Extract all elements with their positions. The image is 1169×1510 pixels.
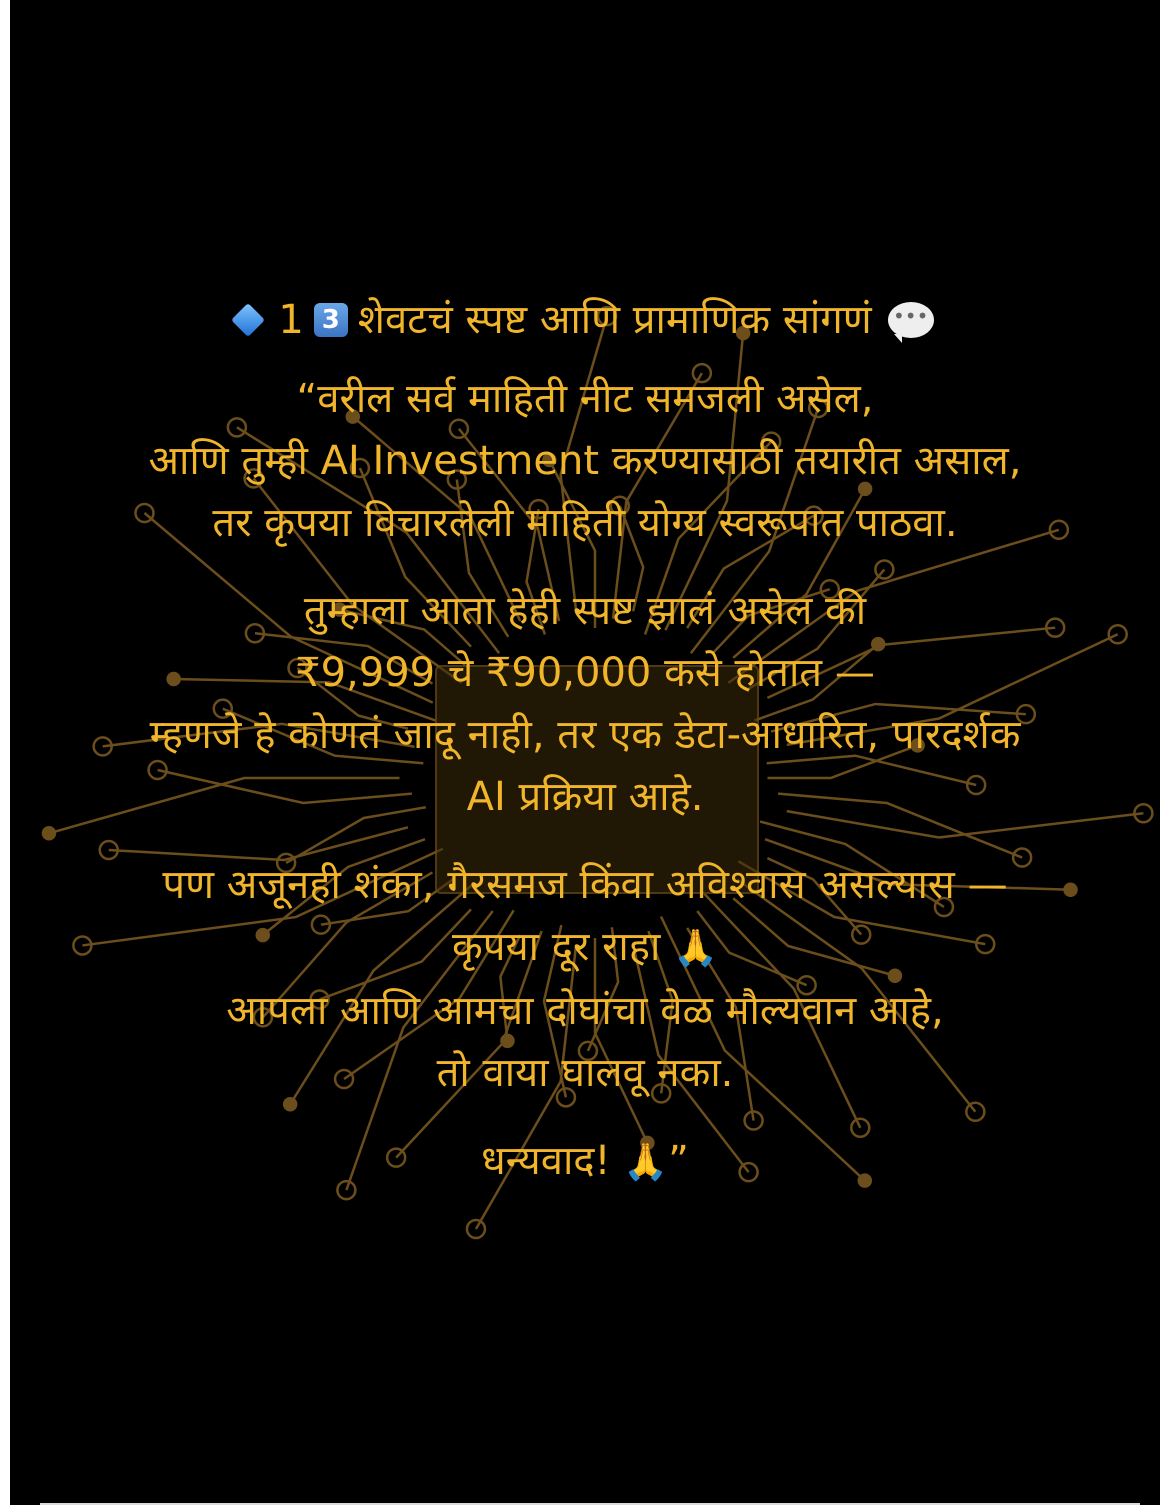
folded-hands-icon: 🙏 — [623, 1142, 669, 1183]
speech-bubble-icon: ••• — [888, 302, 934, 338]
paragraph-4 — [10, 1130, 1160, 1194]
paragraph-1 — [10, 368, 1160, 554]
page-margin — [1160, 0, 1169, 1510]
text-line: “वरील सर्व माहिती नीट समजली असेल, — [296, 376, 874, 422]
text-line: आणि तुम्ही AI Investment करण्यासाठी तयारीत असाल, — [148, 438, 1022, 484]
heading-number: 1 — [278, 297, 304, 343]
text-line: कृपया दूर राहा — [452, 924, 661, 970]
text-line: तुम्हाला आता हेही स्पष्ट झालं असेल की — [303, 588, 867, 634]
heading-text: शेवटचं स्पष्ट आणि प्रामाणिक सांगणं — [357, 297, 872, 343]
paragraph-2 — [10, 580, 1160, 828]
bottom-divider — [40, 1503, 1140, 1505]
folded-hands-icon: 🙏 — [673, 928, 718, 969]
poster — [10, 0, 1160, 1505]
text-line: तर कृपया विचारलेली माहिती योग्य स्वरूपात पाठवा. — [212, 500, 958, 546]
closing-quote: ” — [668, 1138, 689, 1184]
text-line: आपला आणि आमचा दोघांचा वेळ मौल्यवान आहे, — [226, 988, 944, 1034]
keycap-digit-icon: 3 — [314, 303, 348, 337]
text-line: ₹9,999 चे ₹90,000 कसे होतात — — [295, 650, 875, 696]
text-line-with-emoji — [10, 916, 1160, 980]
closing-line — [10, 1130, 1160, 1194]
message-content — [10, 290, 1160, 1220]
text-line: पण अजूनही शंका, गैरसमज किंवा अविश्वास असल्यास — — [162, 862, 1008, 908]
text-line: म्हणजे हे कोणतं जादू नाही, तर एक डेटा-आधारित, पारदर्शक — [149, 712, 1021, 758]
heading — [10, 290, 1160, 350]
text-line: तो वाया घालवू नका. — [436, 1050, 734, 1096]
blue-diamond-icon — [231, 303, 265, 337]
thanks-text: धन्यवाद! — [481, 1138, 611, 1184]
text-line: AI प्रक्रिया आहे. — [466, 774, 704, 820]
paragraph-3 — [10, 854, 1160, 1104]
